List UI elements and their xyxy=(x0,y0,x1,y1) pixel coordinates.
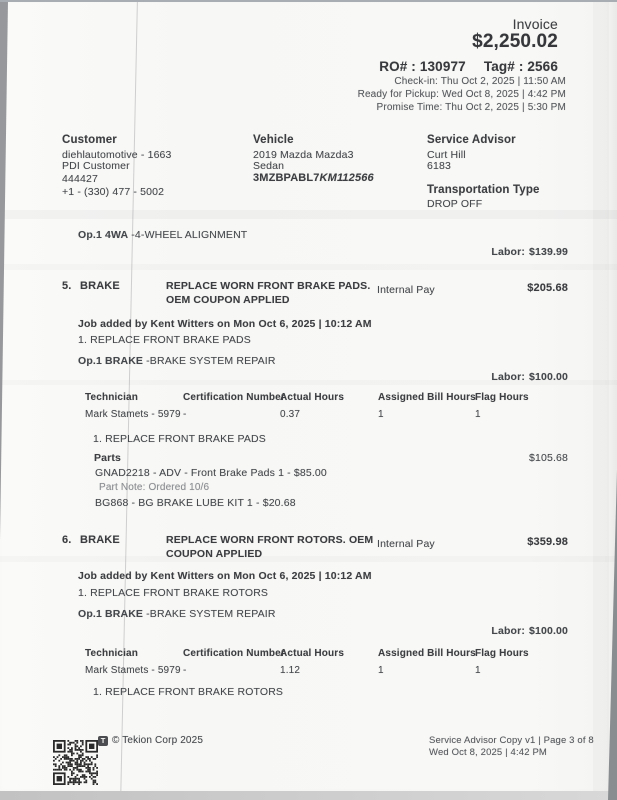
customer-type: PDI Customer xyxy=(62,160,130,172)
part-note: Part Note: Ordered 10/6 xyxy=(99,482,210,493)
job-amount: $359.98 xyxy=(527,536,568,548)
scanner-bottom-edge xyxy=(0,791,617,800)
op-code: Op.1 BRAKE xyxy=(78,608,144,620)
column-header-certification: Certification Number xyxy=(183,392,285,403)
advisor-id: 6183 xyxy=(427,160,451,172)
job-labor-line xyxy=(491,625,568,637)
job-op-line xyxy=(78,355,276,367)
op-code: Op.1 BRAKE xyxy=(78,355,144,367)
job-sub-line: 1. REPLACE FRONT BRAKE ROTORS xyxy=(93,686,284,698)
vehicle-title: Vehicle xyxy=(253,134,294,146)
vehicle-vin xyxy=(253,172,374,184)
vehicle-model: 2019 Mazda Mazda3 xyxy=(253,149,354,161)
op-description: -4-WHEEL ALIGNMENT xyxy=(128,229,248,241)
column-header-certification: Certification Number xyxy=(183,648,285,659)
job-line-item: 1. REPLACE FRONT BRAKE ROTORS xyxy=(78,587,269,599)
customer-name: diehlautomotive - 1663 xyxy=(62,149,172,161)
labor-label: Labor: xyxy=(491,625,525,637)
job-op-line xyxy=(78,608,276,620)
alignment-op-line xyxy=(78,229,247,241)
advisor-title: Service Advisor xyxy=(427,134,516,146)
column-header-actual-hours: Actual Hours xyxy=(280,648,345,659)
vehicle-body-style: Sedan xyxy=(253,160,285,172)
column-header-assigned-bill-hours: Assigned Bill Hours xyxy=(378,648,476,659)
op-description: -BRAKE SYSTEM REPAIR xyxy=(143,355,276,367)
job-line-item: 1. REPLACE FRONT BRAKE PADS xyxy=(78,334,251,346)
tekion-logo-icon: T xyxy=(98,736,108,746)
vin-prefix: 3MZBPABL7 xyxy=(253,172,320,184)
labor-label: Labor: xyxy=(491,246,525,258)
certification-cell: - xyxy=(183,665,187,676)
op-description: -BRAKE SYSTEM REPAIR xyxy=(143,608,276,620)
job-pay-type: Internal Pay xyxy=(377,284,435,296)
transport-type-value: DROP OFF xyxy=(427,198,483,210)
column-header-technician: Technician xyxy=(85,648,138,659)
flag-hours-cell: 1 xyxy=(475,409,481,420)
vin-suffix: KM112566 xyxy=(319,172,374,184)
parts-label: Parts xyxy=(94,452,122,464)
assigned-bill-hours-cell: 1 xyxy=(378,665,384,676)
qr-code xyxy=(53,740,98,785)
labor-value: $100.00 xyxy=(528,625,568,637)
copy-version-line: Service Advisor Copy v1 | Page 3 of 8 xyxy=(429,735,594,746)
job-number: 6. xyxy=(62,534,72,546)
scan-shadow-band xyxy=(0,264,617,270)
actual-hours-cell: 0.37 xyxy=(280,409,301,420)
technician-cell: Mark Stamets - 5979 xyxy=(85,409,181,420)
technician-cell: Mark Stamets - 5979 xyxy=(85,665,181,676)
transport-type-title: Transportation Type xyxy=(427,184,540,196)
invoice-total: $2,250.02 xyxy=(472,31,558,52)
part-line: GNAD2218 - ADV - Front Brake Pads 1 - $85.00 xyxy=(95,467,327,479)
job-pay-type: Internal Pay xyxy=(377,538,435,550)
scan-shadow-right xyxy=(593,0,609,800)
column-header-technician: Technician xyxy=(85,392,138,403)
column-header-actual-hours: Actual Hours xyxy=(280,392,345,403)
advisor-name: Curt Hill xyxy=(427,149,466,161)
column-header-flag-hours: Flag Hours xyxy=(475,392,529,403)
customer-title: Customer xyxy=(62,134,117,146)
certification-cell: - xyxy=(183,409,187,420)
print-timestamp: Wed Oct 8, 2025 | 4:42 PM xyxy=(429,747,547,758)
job-category: BRAKE xyxy=(80,534,120,546)
labor-label: Labor: xyxy=(491,371,525,383)
job-sub-line: 1. REPLACE FRONT BRAKE PADS xyxy=(93,433,266,445)
scanner-top-edge xyxy=(0,0,617,2)
op-code: Op.1 4WA xyxy=(78,229,129,241)
labor-value: $100.00 xyxy=(528,371,568,383)
ro-tag-line xyxy=(379,59,558,74)
job-number: 5. xyxy=(62,280,72,292)
job-amount: $205.68 xyxy=(527,282,568,294)
customer-id: 444427 xyxy=(62,173,98,185)
job-added-note: Job added by Kent Witters on Mon Oct 6, 2025 | 10:12 AM xyxy=(78,570,372,582)
ro-number: RO# : 130977 xyxy=(379,59,466,74)
job-labor-line xyxy=(491,371,568,383)
promise-time-line: Promise Time: Thu Oct 2, 2025 | 5:30 PM xyxy=(376,102,566,113)
job-description: REPLACE WORN FRONT ROTORS. OEM COUPON APPLIED xyxy=(166,534,374,560)
job-description: REPLACE WORN FRONT BRAKE PADS. OEM COUPON APPLIED xyxy=(166,280,371,306)
check-in-line: Check-in: Thu Oct 2, 2025 | 11:50 AM xyxy=(394,76,566,87)
assigned-bill-hours-cell: 1 xyxy=(378,409,384,420)
part-line: BG868 - BG BRAKE LUBE KIT 1 - $20.68 xyxy=(95,497,296,509)
column-header-assigned-bill-hours: Assigned Bill Hours xyxy=(378,392,476,403)
parts-total: $105.68 xyxy=(528,452,568,464)
ready-for-pickup-line: Ready for Pickup: Wed Oct 8, 2025 | 4:42 PM xyxy=(357,89,566,100)
tag-number: Tag# : 2566 xyxy=(483,59,558,74)
actual-hours-cell: 1.12 xyxy=(280,665,301,676)
job-added-note: Job added by Kent Witters on Mon Oct 6, 2025 | 10:12 AM xyxy=(78,318,372,330)
customer-phone: +1 - (330) 477 - 5002 xyxy=(62,186,165,198)
scan-shadow-band xyxy=(0,210,617,219)
job-category: BRAKE xyxy=(80,280,120,292)
labor-value: $139.99 xyxy=(528,246,568,258)
alignment-labor-line xyxy=(491,246,568,258)
invoice-label: Invoice xyxy=(512,16,558,32)
flag-hours-cell: 1 xyxy=(475,665,481,676)
column-header-flag-hours: Flag Hours xyxy=(475,648,529,659)
copyright-text: © Tekion Corp 2025 xyxy=(112,735,204,746)
